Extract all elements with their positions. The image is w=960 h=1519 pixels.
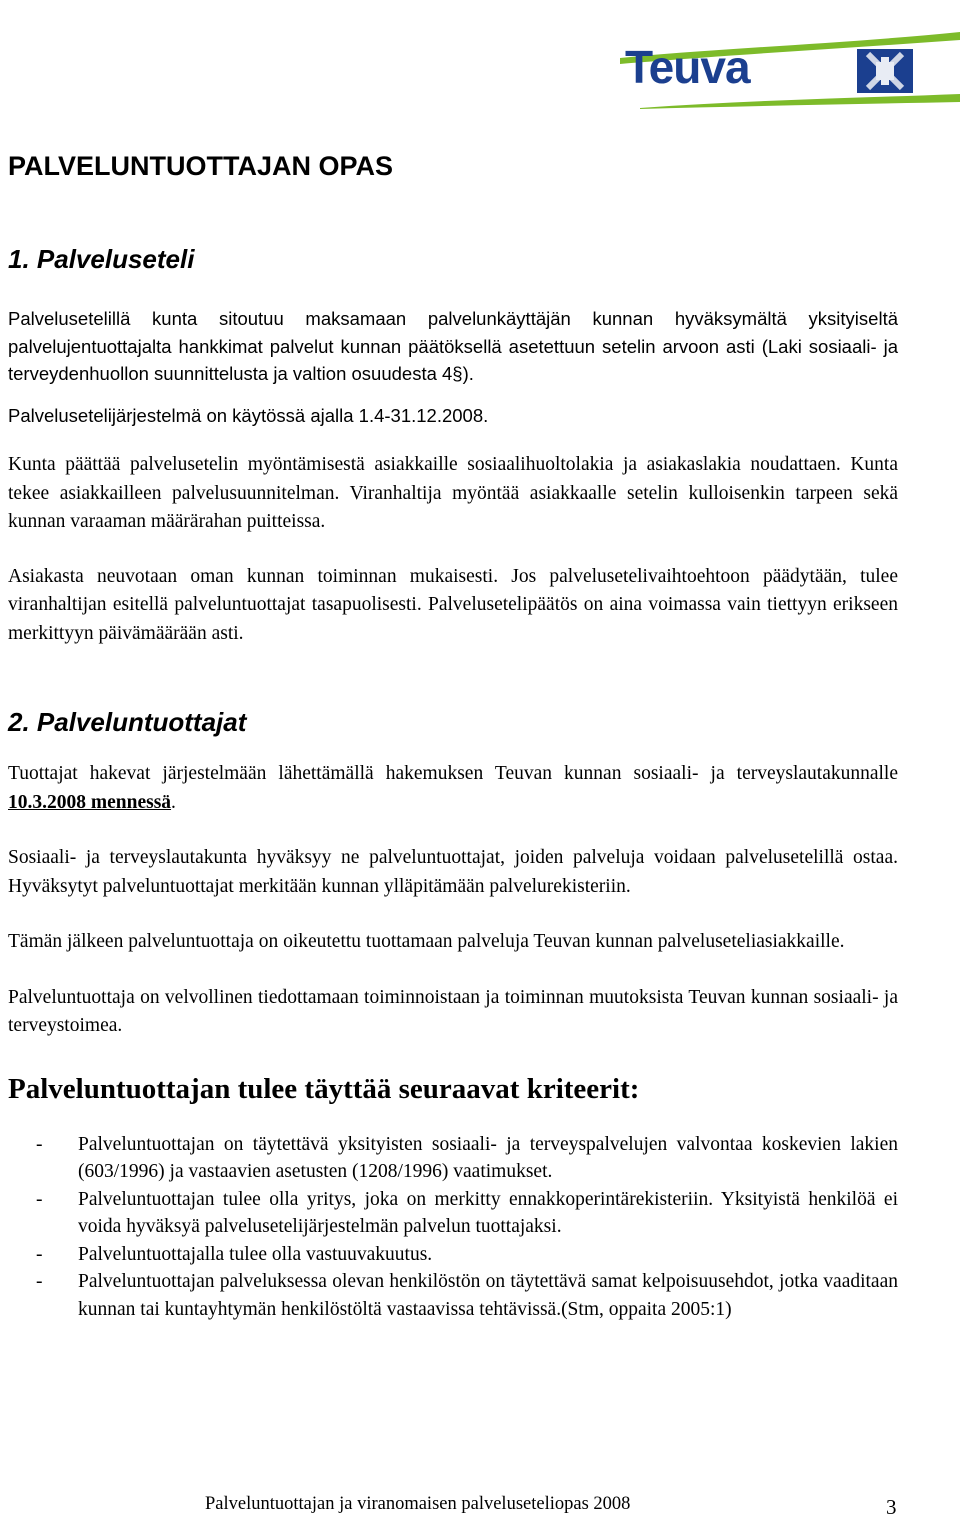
paragraph: Kunta päättää palvelusetelin myöntämisestä asiakkaille sosiaalihuoltolakia ja asiakaslakia noudattaen. Kunta tekee asiakkailleen palvelusuunnitelman. Viranhaltija myöntää asiakkaalle setelin kulloisenkin tarpeen sekä kunnan varaaman määrärahan puitteissa. <box>8 454 898 532</box>
document-body <box>8 150 898 1323</box>
list-dash: - <box>36 1133 43 1155</box>
criteria-list <box>8 1131 898 1324</box>
section-heading-palveluseteli: 1. Palveluseteli <box>8 244 195 274</box>
paragraph-text: Tuottajat hakevat järjestelmään lähettämällä hakemuksen Teuvan kunnan sosiaali- ja terveyslautakunnalle <box>8 763 898 784</box>
paragraph: Asiakasta neuvotaan oman kunnan toiminnan mukaisesti. Jos palvelusetelivaihtoehtoon päädytään, tulee viranhaltijan esitellä palveluntuottajat tasapuolisesti. Palvelusetelipäätös on aina voimassa vain tiettyyn erikseen merkittyyn päivämäärään asti. <box>8 565 898 644</box>
page-header <box>0 0 960 110</box>
document-title: PALVELUNTUOTTAJAN OPAS <box>8 151 394 181</box>
list-item <box>8 1268 898 1323</box>
list-item <box>8 1131 898 1186</box>
paragraph: Sosiaali- ja terveyslautakunta hyväksyy ne palveluntuottajat, joiden palveluja voidaan palvelusetelillä ostaa. Hyväksytyt palveluntuottajat merkitään kunnan ylläpitämään palvelurekisteriin. <box>8 847 898 897</box>
paragraph: Palveluntuottaja on velvollinen tiedottamaan toiminnoistaan ja toiminnan muutoksista Teuvan kunnan sosiaali- ja terveystoimea. <box>8 986 898 1036</box>
deadline-date: 10.3.2008 mennessä <box>8 791 172 813</box>
list-item-text: Palveluntuottajan on täytettävä yksityisten sosiaali- ja terveyspalvelujen valvontaa koskevien lakien (603/1996) ja vastaavien asetusten (1208/1996) vaatimukset. <box>78 1133 898 1182</box>
footer-text: Palveluntuottajan ja viranomaisen palveluseteliopas 2008 <box>205 1494 631 1514</box>
criteria-heading: Palveluntuottajan tulee täyttää seuraavat kriteerit: <box>8 1072 640 1105</box>
municipal-crest-icon <box>856 48 914 94</box>
section-heading-palveluntuottajat: 2. Palveluntuottajat <box>8 707 247 737</box>
paragraph-text: . <box>171 791 176 813</box>
list-item <box>8 1241 898 1269</box>
paragraph: Palvelusetelijärjestelmä on käytössä ajalla 1.4-31.12.2008. <box>8 404 489 426</box>
list-dash: - <box>36 1243 43 1265</box>
list-item-text: Palveluntuottajan tulee olla yritys, joka on merkitty ennakkoperintärekisteriin. Yksityistä henkilöä ei voida hyväksyä palvelusetelijärjestelmän palvelun tuottajaksi. <box>78 1188 898 1237</box>
paragraph: Palvelusetelillä kunta sitoutuu maksamaan palvelunkäyttäjän kunnan hyväksymältä yksityiseltä palvelujentuottajalta hankkimat palvelut kunnan päätöksellä asetettuun setelin arvoon asti (Laki sosiaali- ja terveydenhuollon suunnittelusta ja valtion osuudesta 4§). <box>8 308 898 384</box>
list-item <box>8 1186 898 1241</box>
logo-wordmark: Teuva <box>625 41 750 93</box>
list-item-text: Palveluntuottajalla tulee olla vastuuvakuutus. <box>78 1243 433 1265</box>
page-number: 3 <box>886 1495 897 1519</box>
list-dash: - <box>36 1188 43 1210</box>
list-item-text: Palveluntuottajan palveluksessa olevan henkilöstön on täytettävä samat kelpoisuusehdot, jotka vaaditaan kunnan tai kuntayhtymän henkilöstöltä vastaavissa tehtävissä.(Stm, oppaita 2005:1) <box>78 1271 898 1320</box>
list-dash: - <box>36 1271 43 1292</box>
paragraph: Tämän jälkeen palveluntuottaja on oikeutettu tuottamaan palveluja Teuvan kunnan palveluseteliasiakkaille. <box>8 931 845 952</box>
paragraph-application-deadline <box>8 760 898 817</box>
